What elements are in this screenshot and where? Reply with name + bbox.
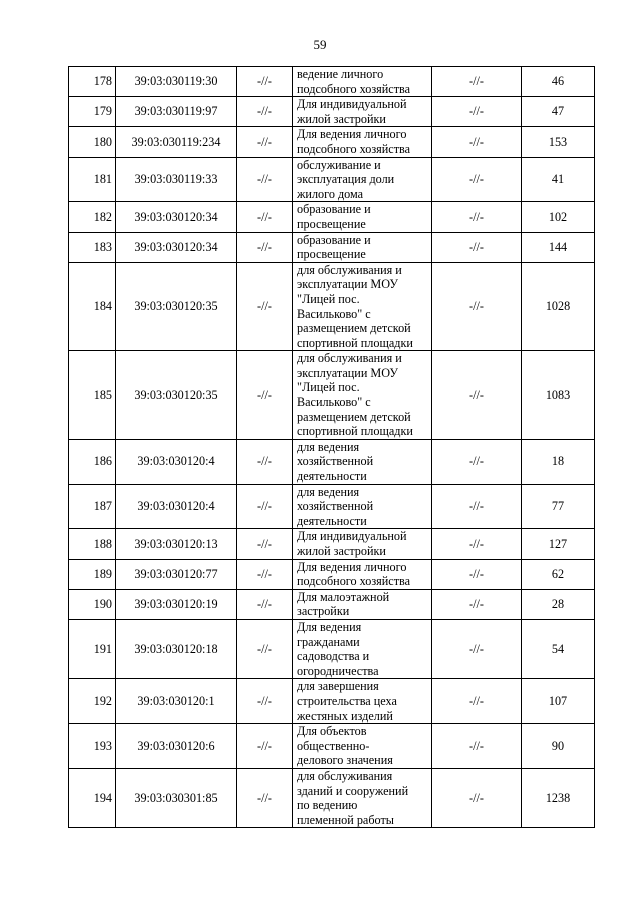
area-cell: 90 (522, 724, 595, 769)
row-number-cell: 194 (69, 768, 116, 827)
permitted-use-cell (293, 157, 432, 202)
permitted-use-line: эксплуатация доли (297, 172, 395, 187)
ditto-cell: -//- (432, 67, 522, 97)
ditto-cell: -//- (237, 484, 293, 529)
ditto-cell: -//- (237, 262, 293, 351)
ditto-cell: -//- (237, 529, 293, 559)
table-row (69, 351, 595, 440)
permitted-use-line: для завершения (297, 679, 379, 694)
cadastral-number-cell: 39:03:030120:34 (116, 202, 237, 232)
cadastral-number-cell: 39:03:030120:77 (116, 559, 237, 589)
permitted-use-cell (293, 589, 432, 619)
page-number: 59 (313, 37, 327, 52)
area-cell: 153 (522, 127, 595, 157)
ditto-cell: -//- (432, 529, 522, 559)
permitted-use-line: племенной работы (297, 812, 394, 827)
ditto-cell: -//- (432, 679, 522, 724)
permitted-use-line: спортивной площадки (297, 424, 413, 439)
table-row (69, 559, 595, 589)
permitted-use-line: общественно- (297, 738, 370, 753)
ditto-cell: -//- (432, 724, 522, 769)
area-cell: 1238 (522, 768, 595, 827)
row-number-cell: 192 (69, 679, 116, 724)
ditto-cell: -//- (432, 351, 522, 440)
row-number-cell: 186 (69, 439, 116, 484)
cadastral-number-cell: 39:03:030120:18 (116, 619, 237, 678)
permitted-use-line: Для ведения личного (297, 559, 407, 574)
ditto-cell: -//- (237, 67, 293, 97)
table-row (69, 439, 595, 484)
row-number-cell: 178 (69, 67, 116, 97)
table-row (69, 157, 595, 202)
ditto-cell: -//- (432, 768, 522, 827)
ditto-cell: -//- (237, 439, 293, 484)
permitted-use-line: строительства цеха (297, 693, 397, 708)
ditto-cell: -//- (237, 157, 293, 202)
permitted-use-line: делового значения (297, 753, 393, 768)
table-row (69, 529, 595, 559)
cadastral-number-cell: 39:03:030120:19 (116, 589, 237, 619)
permitted-use-cell (293, 262, 432, 351)
permitted-use-line: размещением детской (297, 409, 411, 424)
permitted-use-line: Васильково" с (297, 306, 371, 321)
permitted-use-line: жилого дома (297, 186, 364, 201)
ditto-cell: -//- (237, 589, 293, 619)
ditto-cell: -//- (432, 439, 522, 484)
permitted-use-line: хозяйственной (297, 499, 374, 514)
area-cell: 1028 (522, 262, 595, 351)
area-cell: 54 (522, 619, 595, 678)
row-number-cell: 183 (69, 232, 116, 262)
permitted-use-line: Для индивидуальной (297, 529, 407, 544)
area-cell: 102 (522, 202, 595, 232)
area-cell: 144 (522, 232, 595, 262)
land-plots-table (68, 66, 595, 828)
permitted-use-cell (293, 67, 432, 97)
cadastral-number-cell: 39:03:030120:35 (116, 262, 237, 351)
permitted-use-cell (293, 232, 432, 262)
permitted-use-line: Для ведения личного (297, 127, 407, 142)
cadastral-number-cell: 39:03:030119:30 (116, 67, 237, 97)
table-row (69, 679, 595, 724)
row-number-cell: 184 (69, 262, 116, 351)
permitted-use-line: жилой застройки (297, 544, 386, 558)
ditto-cell: -//- (237, 724, 293, 769)
ditto-cell: -//- (237, 232, 293, 262)
permitted-use-line: Васильково" с (297, 395, 371, 410)
permitted-use-cell (293, 679, 432, 724)
cadastral-number-cell: 39:03:030119:234 (116, 127, 237, 157)
ditto-cell: -//- (237, 97, 293, 127)
cadastral-number-cell: 39:03:030120:4 (116, 439, 237, 484)
ditto-cell: -//- (237, 351, 293, 440)
permitted-use-line: образование и (297, 232, 371, 247)
row-number-cell: 189 (69, 559, 116, 589)
permitted-use-line: хозяйственной (297, 454, 374, 469)
row-number-cell: 185 (69, 351, 116, 440)
ditto-cell: -//- (432, 484, 522, 529)
permitted-use-cell (293, 619, 432, 678)
table-row (69, 202, 595, 232)
permitted-use-line: эксплуатации МОУ (297, 277, 398, 292)
row-number-cell: 179 (69, 97, 116, 127)
ditto-cell: -//- (432, 559, 522, 589)
table-row (69, 67, 595, 97)
area-cell: 77 (522, 484, 595, 529)
ditto-cell: -//- (237, 559, 293, 589)
cadastral-number-cell: 39:03:030119:97 (116, 97, 237, 127)
permitted-use-cell (293, 484, 432, 529)
ditto-cell: -//- (237, 768, 293, 827)
area-cell: 1083 (522, 351, 595, 440)
table-row (69, 232, 595, 262)
cadastral-number-cell: 39:03:030120:1 (116, 679, 237, 724)
ditto-cell: -//- (432, 202, 522, 232)
permitted-use-line: обслуживание и (297, 157, 381, 172)
permitted-use-line: просвещение (297, 216, 366, 231)
area-cell: 18 (522, 439, 595, 484)
permitted-use-line: для обслуживания (297, 768, 393, 783)
permitted-use-line: гражданами (297, 634, 360, 649)
area-cell: 46 (522, 67, 595, 97)
ditto-cell: -//- (432, 97, 522, 127)
area-cell: 62 (522, 559, 595, 589)
permitted-use-line: Для малоэтажной (297, 589, 390, 604)
row-number-cell: 188 (69, 529, 116, 559)
table-row (69, 619, 595, 678)
table-row (69, 484, 595, 529)
ditto-cell: -//- (237, 619, 293, 678)
permitted-use-line: образование и (297, 202, 371, 217)
permitted-use-cell (293, 768, 432, 827)
area-cell: 41 (522, 157, 595, 202)
table-row (69, 724, 595, 769)
table-row (69, 97, 595, 127)
permitted-use-line: деятельности (297, 513, 367, 528)
permitted-use-cell (293, 559, 432, 589)
permitted-use-cell (293, 202, 432, 232)
permitted-use-line: зданий и сооружений (297, 783, 409, 798)
permitted-use-line: садоводства и (297, 649, 370, 664)
area-cell: 107 (522, 679, 595, 724)
permitted-use-line: "Лицей пос. (297, 380, 360, 395)
ditto-cell: -//- (432, 619, 522, 678)
cadastral-number-cell: 39:03:030120:13 (116, 529, 237, 559)
ditto-cell: -//- (432, 262, 522, 351)
area-cell: 28 (522, 589, 595, 619)
ditto-cell: -//- (432, 127, 522, 157)
permitted-use-line: жилой застройки (297, 111, 386, 126)
area-cell: 47 (522, 97, 595, 127)
permitted-use-line: огородничества (297, 663, 379, 678)
cadastral-number-cell: 39:03:030120:34 (116, 232, 237, 262)
row-number-cell: 190 (69, 589, 116, 619)
permitted-use-line: просвещение (297, 247, 366, 262)
cadastral-number-cell: 39:03:030301:85 (116, 768, 237, 827)
permitted-use-line: для ведения (297, 484, 360, 499)
table-row (69, 127, 595, 157)
row-number-cell: 181 (69, 157, 116, 202)
cadastral-number-cell: 39:03:030119:33 (116, 157, 237, 202)
row-number-cell: 193 (69, 724, 116, 769)
permitted-use-line: жестяных изделий (297, 708, 393, 723)
ditto-cell: -//- (237, 679, 293, 724)
table-row (69, 589, 595, 619)
area-cell: 127 (522, 529, 595, 559)
permitted-use-line: спортивной площадки (297, 335, 413, 350)
permitted-use-line: для ведения (297, 439, 360, 454)
ditto-cell: -//- (237, 127, 293, 157)
table-row (69, 768, 595, 827)
table-body (69, 67, 595, 828)
row-number-cell: 182 (69, 202, 116, 232)
ditto-cell: -//- (432, 232, 522, 262)
row-number-cell: 191 (69, 619, 116, 678)
ditto-cell: -//- (432, 589, 522, 619)
permitted-use-line: Для объектов (297, 724, 367, 739)
permitted-use-line: для обслуживания и (297, 351, 402, 366)
permitted-use-line: деятельности (297, 469, 367, 484)
permitted-use-line: подсобного хозяйства (297, 81, 411, 96)
permitted-use-line: эксплуатации МОУ (297, 365, 398, 380)
permitted-use-cell (293, 529, 432, 559)
permitted-use-line: "Лицей пос. (297, 291, 360, 306)
ditto-cell: -//- (237, 202, 293, 232)
cadastral-number-cell: 39:03:030120:4 (116, 484, 237, 529)
permitted-use-line: для обслуживания и (297, 262, 402, 277)
permitted-use-line: размещением детской (297, 321, 411, 336)
cadastral-number-cell: 39:03:030120:35 (116, 351, 237, 440)
permitted-use-cell (293, 97, 432, 127)
permitted-use-line: ведение личного (297, 67, 384, 81)
permitted-use-cell (293, 724, 432, 769)
permitted-use-cell (293, 127, 432, 157)
ditto-cell: -//- (432, 157, 522, 202)
permitted-use-line: подсобного хозяйства (297, 574, 411, 589)
permitted-use-line: застройки (297, 604, 350, 619)
permitted-use-cell (293, 351, 432, 440)
permitted-use-line: подсобного хозяйства (297, 141, 411, 156)
permitted-use-cell (293, 439, 432, 484)
table-row (69, 262, 595, 351)
permitted-use-line: по ведению (297, 798, 358, 813)
cadastral-number-cell: 39:03:030120:6 (116, 724, 237, 769)
permitted-use-line: Для ведения (297, 619, 362, 634)
row-number-cell: 180 (69, 127, 116, 157)
row-number-cell: 187 (69, 484, 116, 529)
permitted-use-line: Для индивидуальной (297, 97, 407, 112)
